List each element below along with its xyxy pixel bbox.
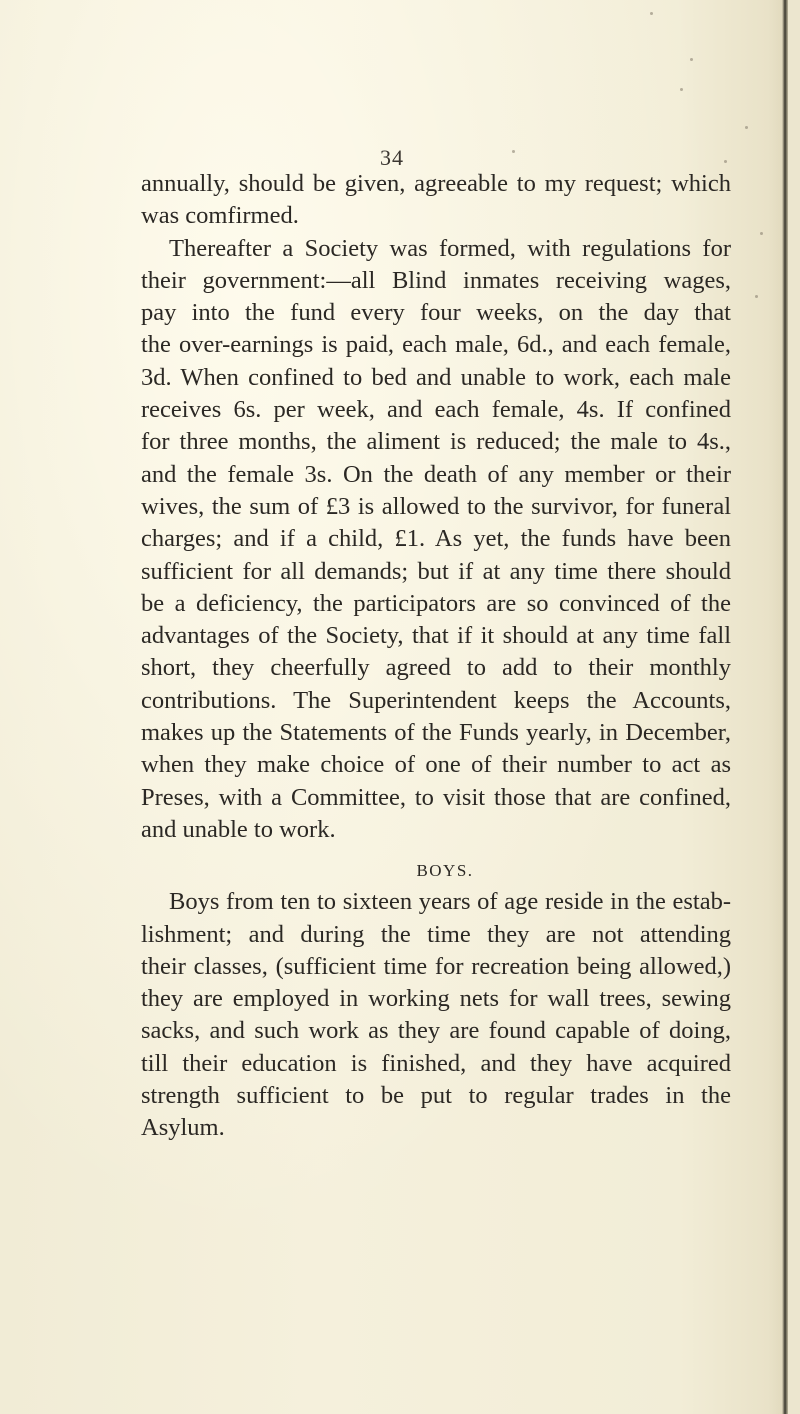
text-line: wives, the sum of £3 is allowed to the survivor, for funeral (141, 492, 731, 520)
paper-speck (650, 12, 653, 15)
text-line: strength sufficient to be put to regular trades in the (141, 1082, 731, 1110)
text-line: short, they cheerfully agreed to add to their monthly (141, 654, 731, 682)
text-line: sufficient for all demands; but if at any time there should (141, 557, 731, 585)
text-line: for three months, the aliment is reduced; the male to 4s., (141, 428, 731, 456)
text-line: be a deficiency, the participators are so convinced of the (141, 589, 731, 617)
text-line: Boys from ten to sixteen years of age reside in the estab- (169, 888, 731, 916)
text-line: the over-earnings is paid, each male, 6d., and each female, (141, 331, 731, 359)
paper-speck (755, 295, 758, 298)
text-line: pay into the fund every four weeks, on the day that (141, 299, 731, 327)
text-line: charges; and if a child, £1. As yet, the funds have been (141, 525, 731, 553)
paper-speck (680, 88, 683, 91)
text-line: advantages of the Society, that if it should at any time fall (141, 622, 731, 650)
text-line: annually, should be given, agreeable to my request; which (141, 170, 731, 197)
page-edge-margin (788, 0, 800, 1414)
paragraph-continued (141, 168, 731, 233)
paper-speck (724, 160, 727, 163)
section-heading: BOYS. (416, 861, 474, 881)
text-line: receives 6s. per week, and each female, 4s. If confined (141, 396, 731, 424)
text-line: lishment; and during the time they are not attending (141, 920, 731, 948)
body-text (141, 168, 731, 1145)
text-line: sacks, and such work as they are found capable of doing, (141, 1017, 731, 1045)
text-line: 3d. When confined to bed and unable to work, each male (141, 363, 731, 391)
page-binding-edge (782, 0, 788, 1414)
text-line: makes up the Statements of the Funds yearly, in December, (141, 719, 731, 747)
text-line: was comfirmed. (141, 202, 299, 230)
paragraph-boys (141, 886, 731, 1144)
text-line: Preses, with a Committee, to visit those that are confined, (141, 783, 731, 811)
text-line: their classes, (sufficient time for recreation being allowed,) (141, 952, 731, 980)
paper-speck (512, 150, 515, 153)
paper-speck (745, 126, 748, 129)
text-line: when they make choice of one of their number to act as (141, 751, 731, 779)
paper-speck (760, 232, 763, 235)
page-number: 34 (380, 145, 404, 170)
paragraph-society (141, 233, 731, 847)
text-line: Asylum. (141, 1114, 225, 1142)
text-line: they are employed in working nets for wall trees, sewing (141, 985, 731, 1013)
paper-speck (690, 58, 693, 61)
text-line: their government:—all Blind inmates receiving wages, (141, 266, 731, 294)
text-line: and the female 3s. On the death of any member or their (141, 460, 731, 488)
text-line: Thereafter a Society was formed, with regulations for (169, 234, 731, 262)
text-line: till their education is finished, and they have acquired (141, 1049, 731, 1077)
text-line: and unable to work. (141, 815, 336, 843)
text-line: contributions. The Superintendent keeps the Accounts, (141, 686, 731, 714)
